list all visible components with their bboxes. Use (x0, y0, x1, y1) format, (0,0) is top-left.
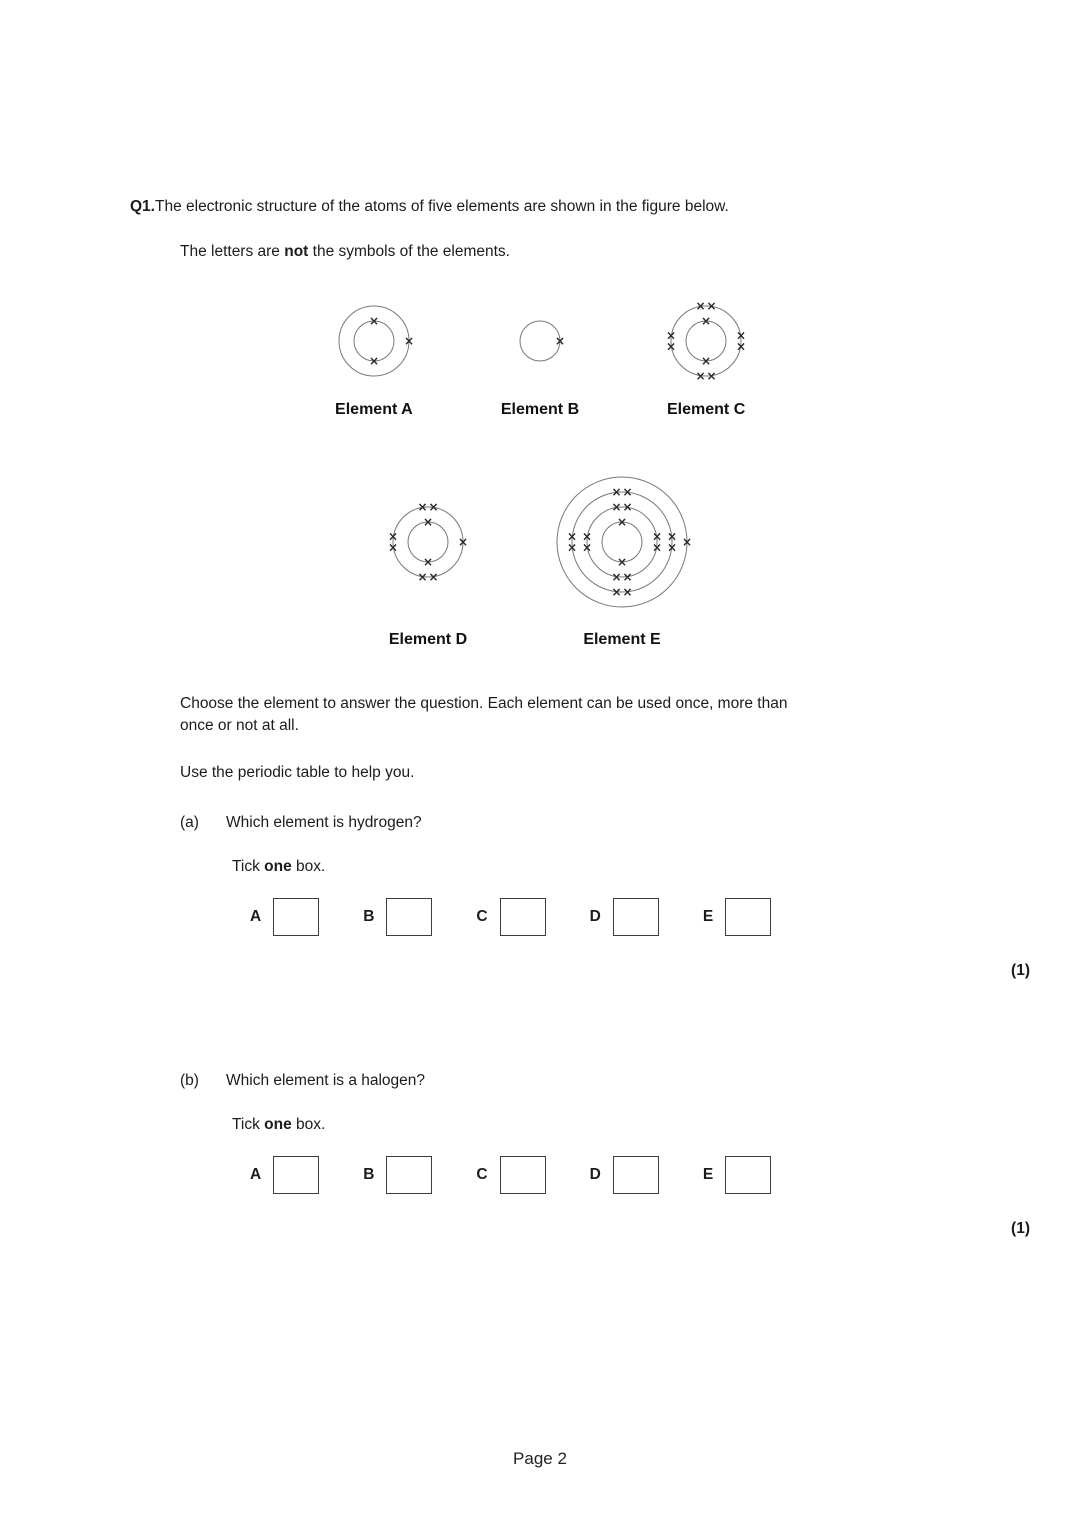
svg-text:×: × (695, 299, 706, 313)
part-b-option-e (703, 1156, 771, 1194)
atom-label-c: Element C (667, 401, 746, 418)
atom-label-d: Element D (388, 631, 468, 648)
svg-text:×: × (616, 555, 628, 569)
part-a-tick-instruction (0, 858, 1080, 876)
option-letter: B (363, 907, 375, 925)
svg-text:×: × (736, 339, 747, 354)
part-b-tick-box-b[interactable] (386, 1156, 432, 1194)
atom-element-c (659, 291, 753, 419)
letters-note-post: the symbols of the elements. (308, 243, 510, 260)
part-a-option-d (590, 898, 659, 936)
atom-diagram-c-icon (659, 294, 753, 388)
figure-row-2 (0, 463, 1080, 649)
part-a-tick-box-c[interactable] (500, 898, 546, 936)
svg-text:×: × (417, 500, 428, 514)
part-a-question (0, 814, 1080, 832)
letters-note (0, 243, 1080, 261)
part-b-option-c (476, 1156, 545, 1194)
svg-text:×: × (736, 328, 747, 343)
atom-diagram-a-icon (327, 294, 421, 388)
svg-text:×: × (368, 354, 379, 368)
svg-text:×: × (695, 369, 706, 383)
svg-text:×: × (403, 334, 414, 348)
svg-text:×: × (387, 529, 399, 544)
part-a-option-a (250, 898, 319, 936)
part-a-tick-box-d[interactable] (613, 898, 659, 936)
svg-text:×: × (701, 314, 712, 328)
part-a-tick-box-b[interactable] (386, 898, 432, 936)
svg-text:×: × (611, 585, 622, 599)
part-a-tick-box-e[interactable] (725, 898, 771, 936)
svg-text:×: × (554, 334, 566, 348)
svg-text:×: × (666, 540, 678, 555)
page-number: Page 2 (513, 1449, 567, 1468)
svg-text:×: × (566, 529, 578, 544)
tick-pre: Tick (232, 857, 265, 875)
part-a-marks: (1) (1011, 961, 1030, 979)
part-b-tick-box-d[interactable] (613, 1156, 659, 1194)
option-letter: D (589, 1165, 601, 1183)
option-letter: E (702, 1165, 714, 1183)
part-a-option-c (476, 898, 545, 936)
part-b-label: (b) (180, 1071, 199, 1089)
atom-label-a: Element A (335, 401, 413, 418)
svg-text:×: × (387, 540, 399, 555)
tick-bold: one (264, 1115, 292, 1133)
part-b-marks: (1) (1011, 1219, 1030, 1237)
svg-text:×: × (706, 299, 717, 313)
svg-text:×: × (422, 555, 434, 569)
part-b-options-row (0, 1156, 1080, 1194)
tick-pre: Tick (232, 1115, 265, 1133)
svg-text:×: × (616, 515, 628, 529)
part-a-label: (a) (180, 813, 199, 831)
part-b-tick-box-e[interactable] (725, 1156, 771, 1194)
svg-text:×: × (622, 485, 633, 499)
atom-diagram-e-icon (545, 465, 699, 619)
atom-label-b: Element B (500, 401, 580, 418)
atom-element-d (381, 463, 475, 649)
option-letter: C (476, 907, 488, 925)
svg-text:×: × (681, 535, 693, 549)
svg-text:×: × (611, 485, 622, 499)
svg-text:×: × (666, 339, 677, 354)
atom-element-a (327, 291, 421, 419)
svg-text:×: × (666, 529, 678, 544)
electronic-structure-figure (0, 291, 1080, 649)
part-a-text: Which element is hydrogen? (226, 813, 422, 831)
svg-text:×: × (428, 570, 439, 584)
part-a-tick-box-a[interactable] (273, 898, 319, 936)
atom-label-e: Element E (583, 631, 661, 648)
question-number: Q1. (130, 198, 155, 215)
part-b-tick-box-c[interactable] (500, 1156, 546, 1194)
part-b-tick-box-a[interactable] (273, 1156, 319, 1194)
svg-text:×: × (622, 585, 633, 599)
svg-text:×: × (581, 529, 593, 544)
option-letter: A (250, 907, 262, 925)
svg-text:×: × (701, 354, 712, 368)
svg-text:×: × (457, 535, 469, 549)
atom-element-e (545, 463, 699, 649)
svg-text:×: × (566, 540, 578, 555)
svg-text:×: × (428, 500, 439, 514)
svg-text:×: × (417, 570, 428, 584)
option-letter: C (476, 1165, 488, 1183)
tick-post: box. (291, 857, 326, 875)
svg-text:×: × (622, 570, 633, 584)
svg-text:×: × (651, 540, 663, 555)
figure-row-1 (0, 291, 1080, 419)
tick-bold: one (264, 857, 292, 875)
question-intro-text: The electronic structure of the atoms of five elements are shown in the figure below. (154, 198, 729, 215)
part-b-question (0, 1072, 1080, 1090)
periodic-table-instruction: Use the periodic table to help you. (180, 763, 415, 781)
svg-text:×: × (622, 500, 633, 514)
option-letter: B (363, 1165, 375, 1183)
letters-note-bold: not (284, 243, 309, 260)
part-b-tick-instruction (0, 1116, 1080, 1134)
choose-instruction: Choose the element to answer the question. Each element can be used once, more than once or not at all. (180, 695, 788, 735)
part-b-option-d (590, 1156, 659, 1194)
part-a-option-b (363, 898, 432, 936)
atom-element-b (501, 291, 579, 419)
letters-note-pre: The letters are (180, 243, 285, 260)
svg-text:×: × (706, 369, 717, 383)
question-intro-line (0, 198, 1080, 216)
tick-post: box. (291, 1115, 326, 1133)
part-b-option-b (363, 1156, 432, 1194)
svg-text:×: × (666, 328, 677, 343)
svg-text:×: × (581, 540, 593, 555)
part-b-text: Which element is a halogen? (226, 1071, 426, 1089)
svg-text:×: × (611, 570, 622, 584)
svg-text:×: × (651, 529, 663, 544)
svg-text:×: × (611, 500, 622, 514)
option-letter: D (589, 907, 601, 925)
svg-text:×: × (422, 515, 434, 529)
part-a-options-row (0, 898, 1080, 936)
part-b-option-a (250, 1156, 319, 1194)
atom-diagram-b-icon (508, 309, 572, 373)
part-a-option-e (703, 898, 771, 936)
option-letter: E (702, 907, 714, 925)
atom-diagram-d-icon (381, 495, 475, 589)
svg-text:×: × (368, 314, 379, 328)
option-letter: A (250, 1165, 262, 1183)
